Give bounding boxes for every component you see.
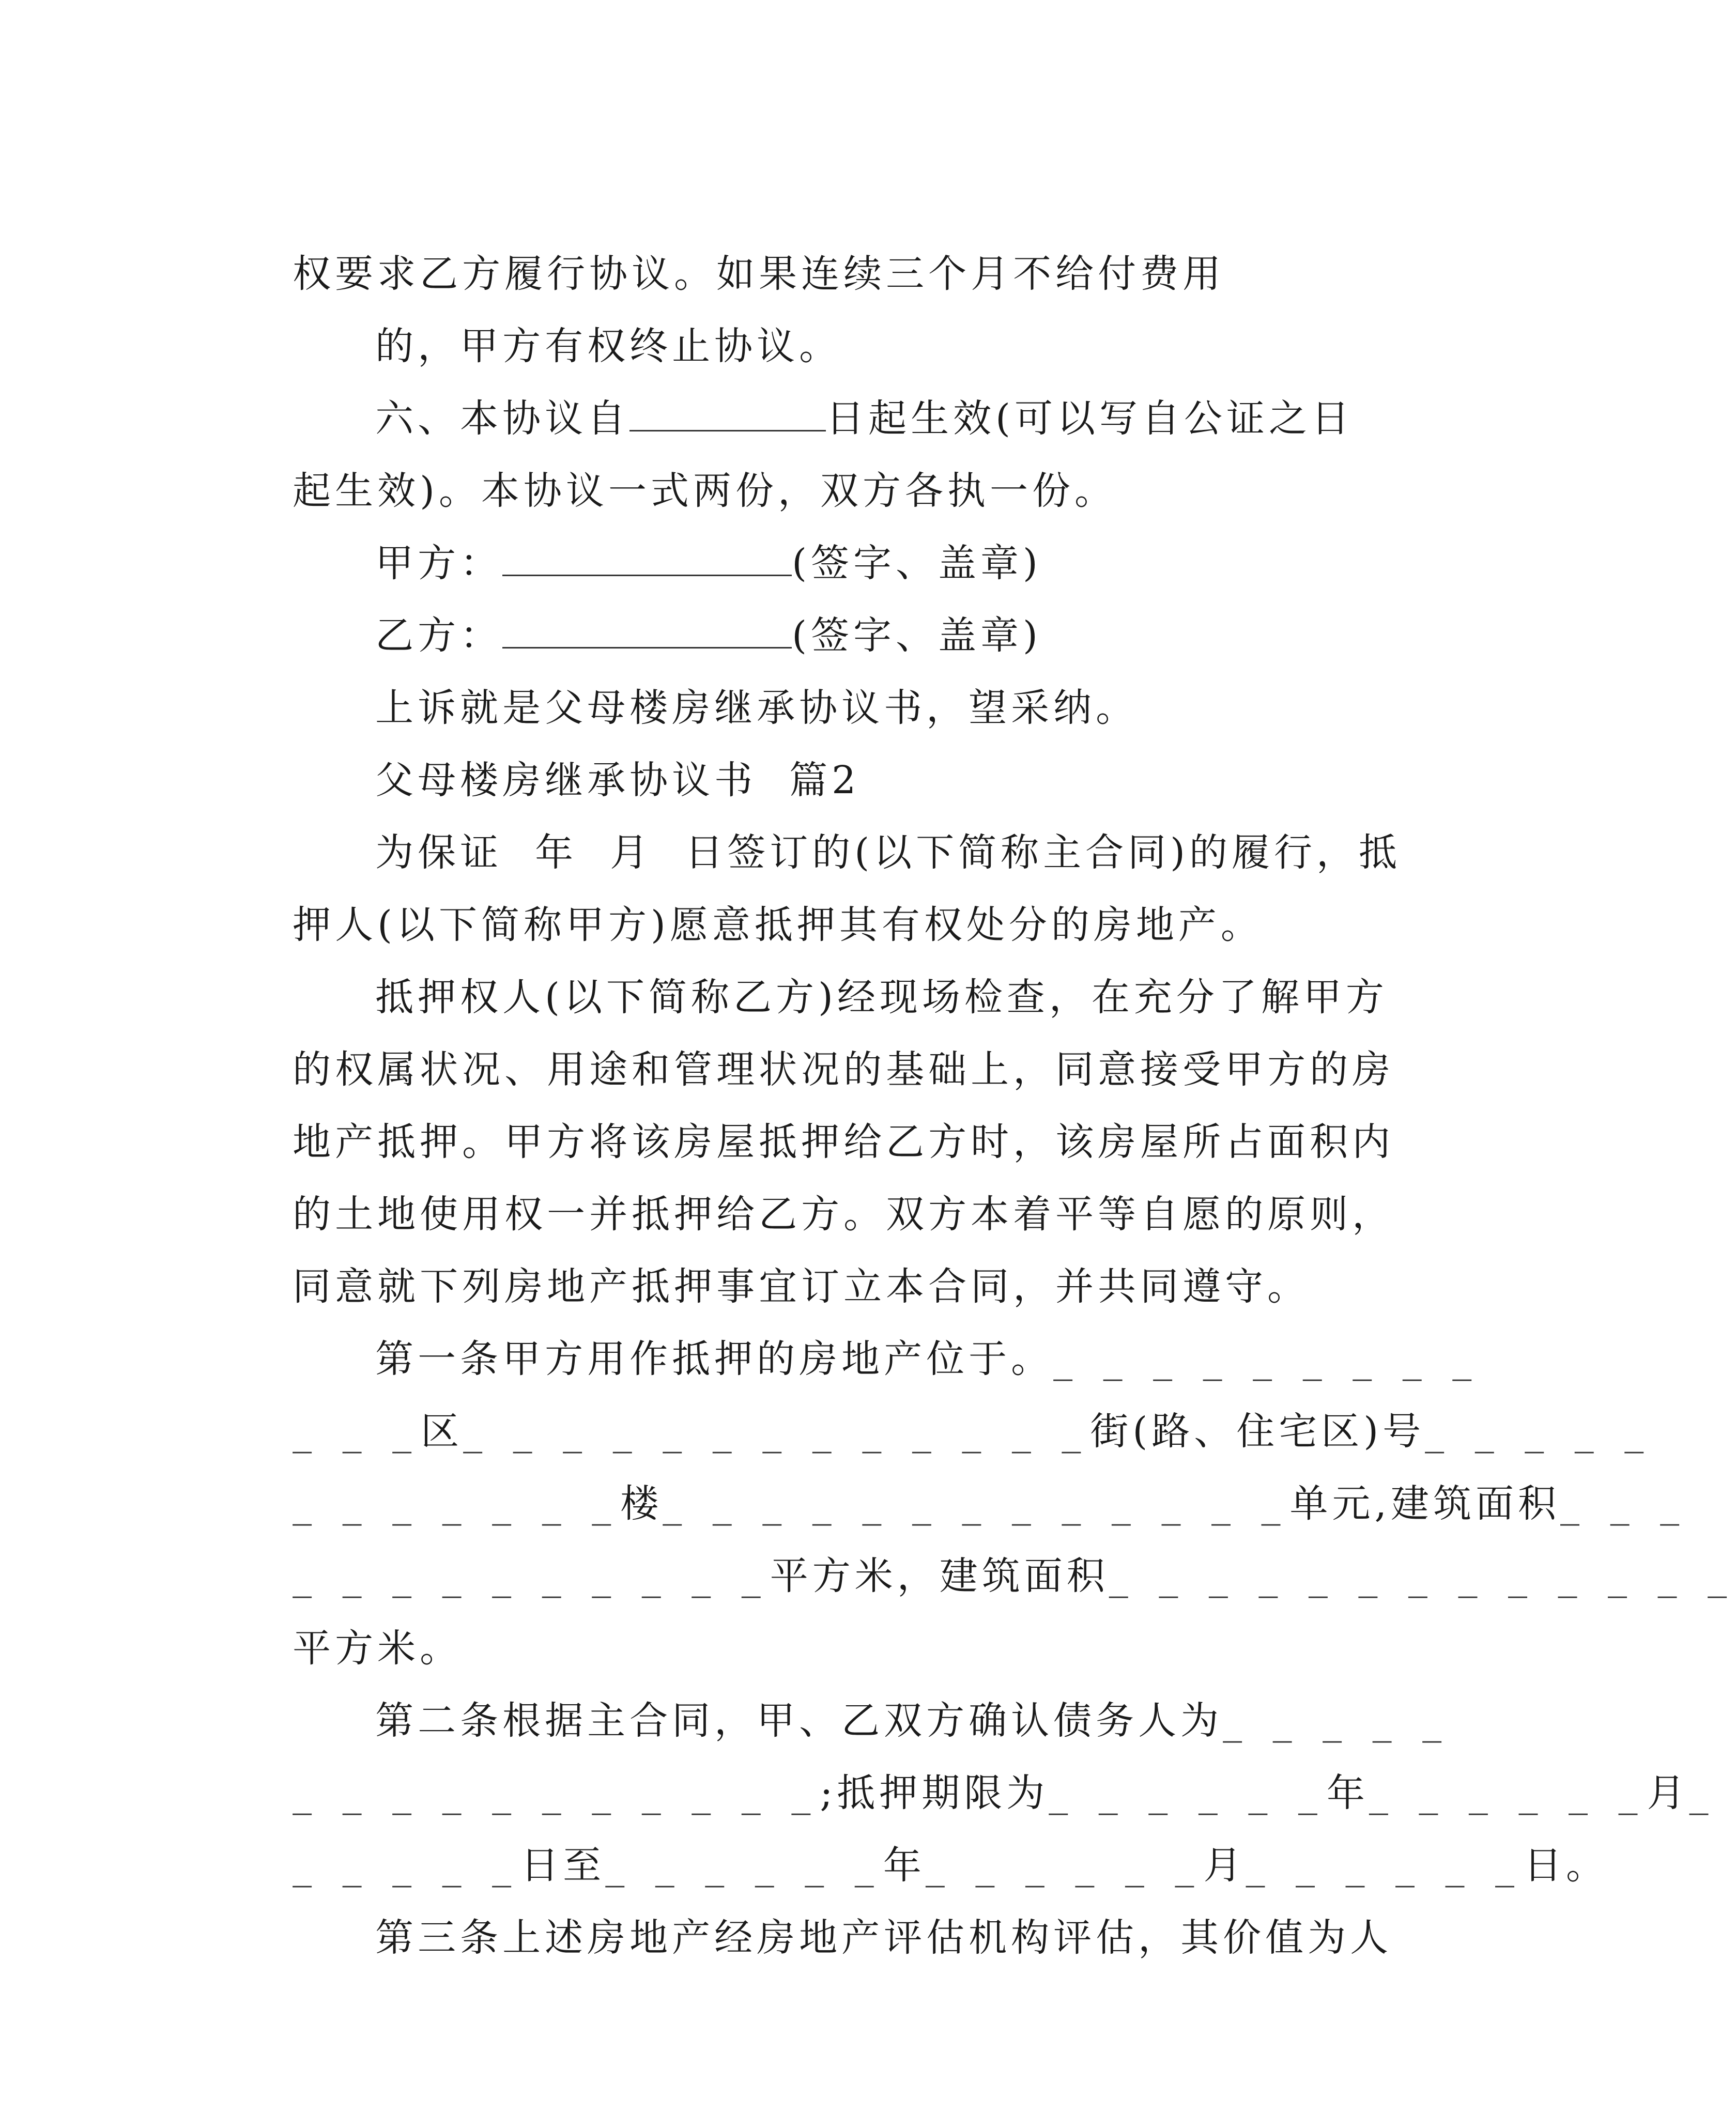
heading-text: 父母楼房继承协议书 篇2 — [375, 758, 861, 802]
fill-blank: _ _ _ _ _ — [293, 1843, 521, 1888]
line-text: 地产抵押。甲方将该房屋抵押给乙方时，该房屋所占面积内 — [293, 1120, 1395, 1164]
text-line-9 — [310, 775, 1401, 875]
date-range-line — [227, 1788, 1609, 1888]
fill-blank: _ — [1689, 1771, 1718, 1815]
line-text: 月 — [1647, 1771, 1689, 1815]
address-line — [227, 1354, 1653, 1454]
fill-blank: _ _ _ _ _ _ — [1246, 1843, 1524, 1888]
fill-blank: _ _ _ _ _ _ — [605, 1843, 883, 1888]
fill-blank: _ _ _ _ _ _ _ _ _ _ _ _ _ — [463, 1409, 1090, 1454]
line-text: 月 — [1203, 1843, 1246, 1888]
line-text: 的土地使用权一并抵押给乙方。双方本着平等自愿的原则， — [293, 1192, 1395, 1237]
line-text: 日至 — [520, 1843, 606, 1888]
line-text: 的权属状况、用途和管理状况的基础上，同意接受甲方的房 — [293, 1047, 1395, 1092]
line-text: 抵押权人(以下简称乙方)经现场检查，在充分了解甲方 — [375, 975, 1388, 1020]
line-text: 第一条甲方用作抵押的房地产位于。 — [375, 1337, 1054, 1381]
text-line-12 — [227, 992, 1395, 1092]
line-text: 楼 — [620, 1481, 663, 1526]
article-3-line — [310, 1860, 1393, 1960]
line-text: 为保证 年 月 日签订的(以下简称主合同)的履行，抵 — [375, 830, 1401, 875]
text-line-10 — [227, 847, 1263, 947]
text-line-14 — [227, 1137, 1395, 1237]
fill-blank: _ _ _ _ _ _ _ _ _ _ _ _ _ — [663, 1481, 1290, 1526]
line-text: 上诉就是父母楼房继承协议书，望采纳。 — [375, 686, 1139, 730]
line-text: 街(路、住宅区)号 — [1090, 1409, 1425, 1454]
text-line-13 — [227, 1064, 1395, 1164]
signature-note: (签字、盖章) — [792, 541, 1042, 585]
signature-note: (签字、盖章) — [792, 613, 1042, 658]
article-2-line — [310, 1643, 1451, 1743]
article-1-line — [310, 1282, 1481, 1381]
party-b-signature-line — [310, 558, 1042, 658]
party-a-label: 甲方： — [375, 541, 503, 585]
text-line-4 — [227, 413, 1117, 513]
area-line — [227, 1499, 1736, 1598]
text-line-7 — [310, 630, 1139, 730]
line-text: 第二条根据主合同，甲、乙双方确认债务人为 — [375, 1699, 1223, 1743]
fill-blank: _ _ _ — [1560, 1481, 1689, 1526]
fill-blank: _ _ _ _ _ _ — [1369, 1771, 1647, 1815]
line-text: 日。 — [1524, 1843, 1609, 1888]
building-line — [227, 1426, 1689, 1526]
line-text: 年 — [883, 1843, 926, 1888]
line-text: 年 — [1326, 1771, 1369, 1815]
line-text: ;抵押期限为 — [820, 1771, 1049, 1815]
section-heading — [310, 703, 861, 802]
fill-blank: _ _ _ _ _ _ — [925, 1843, 1204, 1888]
line-text: 的，甲方有权终止协议。 — [375, 324, 842, 368]
fill-blank: _ _ _ _ _ _ _ — [293, 1481, 621, 1526]
line-text: 六、本协议自 — [375, 396, 630, 441]
fill-blank: _ _ _ _ _ — [1223, 1699, 1451, 1743]
line-text: 押人(以下简称甲方)愿意抵押其有权处分的房地产。 — [293, 903, 1263, 947]
line-text: 平方米，建筑面积 — [770, 1554, 1109, 1598]
text-line-1 — [227, 196, 1225, 296]
line-text: 起生效)。本协议一式两份，双方各执一份。 — [293, 469, 1117, 513]
fill-blank: _ _ _ _ _ _ — [1049, 1771, 1327, 1815]
line-text: 权要求乙方履行协议。如果连续三个月不给付费用 — [293, 252, 1225, 296]
line-text: 平方米。 — [293, 1626, 463, 1671]
fill-blank: _ _ _ _ _ _ _ _ _ _ _ _ _ — [1109, 1554, 1736, 1598]
text-line-11 — [310, 920, 1388, 1020]
text-line-20 — [227, 1571, 463, 1671]
fill-blank: _ _ _ _ _ _ _ _ _ — [1053, 1337, 1481, 1381]
fill-blank: _ _ _ _ _ — [1425, 1409, 1653, 1454]
fill-blank: _ _ _ _ _ _ _ _ _ _ — [293, 1554, 770, 1598]
fill-blank: _ _ _ — [293, 1409, 421, 1454]
term-line — [227, 1716, 1718, 1815]
line-text: 单元,建筑面积 — [1289, 1481, 1561, 1526]
document-page — [227, 0, 1736, 2115]
line-text: 区 — [421, 1409, 464, 1454]
text-line-15 — [227, 1209, 1310, 1309]
text-line-2 — [310, 269, 842, 368]
text-line-3 — [310, 341, 1354, 441]
party-b-label: 乙方： — [375, 613, 503, 658]
line-text: 日起生效(可以写自公证之日 — [826, 396, 1354, 441]
fill-blank: _ _ _ _ _ _ _ _ _ _ _ — [293, 1771, 820, 1815]
party-a-signature-line — [310, 486, 1042, 585]
line-text: 第三条上述房地产经房地产评估机构评估，其价值为人 — [375, 1916, 1393, 1960]
line-text: 同意就下列房地产抵押事宜订立本合同，并共同遵守。 — [293, 1264, 1310, 1309]
